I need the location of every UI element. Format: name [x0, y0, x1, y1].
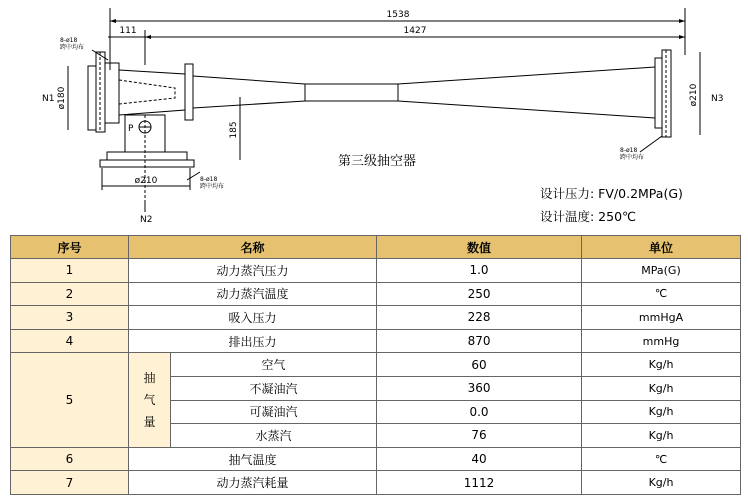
design-pressure: 设计压力: FV/0.2MPa(G) — [540, 186, 683, 201]
row-no: 6 — [11, 447, 129, 471]
row-name: 吸入压力 — [129, 306, 377, 330]
row-unit: mmHg — [582, 329, 741, 353]
dim-height: 185 — [229, 121, 239, 139]
arrow-head — [145, 35, 151, 39]
row-value: 360 — [377, 376, 582, 400]
row-value: 870 — [377, 329, 582, 353]
row-unit: Kg/h — [582, 471, 741, 495]
bolt-note-bottom-2: 跨中均布 — [200, 183, 225, 190]
header-value: 数值 — [377, 236, 582, 259]
row-unit: Kg/h — [582, 424, 741, 448]
row-name: 动力蒸汽温度 — [129, 282, 377, 306]
row-name: 不凝油汽 — [171, 376, 377, 400]
left-flange — [88, 66, 96, 130]
spec-table — [10, 235, 741, 495]
row-name: 可凝油汽 — [171, 400, 377, 424]
dim-overall: 1538 — [386, 10, 410, 20]
port-n3: N3 — [711, 94, 724, 104]
row-unit: Kg/h — [582, 376, 741, 400]
dim-offset: 111 — [119, 26, 137, 36]
table-row — [11, 306, 741, 330]
left-chamber — [105, 63, 119, 123]
header-unit: 单位 — [582, 236, 741, 259]
table-row — [11, 447, 741, 471]
header-name: 名称 — [129, 236, 377, 259]
table-row — [11, 353, 741, 377]
design-temperature: 设计温度: 250℃ — [540, 209, 637, 224]
row-no: 7 — [11, 471, 129, 495]
row-value: 76 — [377, 424, 582, 448]
table-row — [11, 471, 741, 495]
diffuser-top — [193, 76, 305, 84]
row-name: 抽气温度 — [129, 447, 377, 471]
row-value: 0.0 — [377, 400, 582, 424]
right-flange-neck — [655, 58, 662, 128]
table-header-row — [11, 236, 741, 259]
row-no: 5 — [11, 353, 129, 447]
row-value: 250 — [377, 282, 582, 306]
dim-bottom-dia: ø210 — [134, 176, 158, 186]
dim-right-dia: ø210 — [689, 83, 699, 107]
row-no: 3 — [11, 306, 129, 330]
right-flange — [662, 50, 671, 137]
diverging-bottom — [398, 101, 655, 118]
group-label-char: 抽 — [143, 371, 156, 386]
group-label-char: 量 — [143, 415, 156, 430]
arrow-head — [679, 35, 685, 39]
table-row — [11, 259, 741, 283]
header-no: 序号 — [11, 236, 129, 259]
row-name: 动力蒸汽压力 — [129, 259, 377, 283]
table-row — [11, 329, 741, 353]
arrow-head — [110, 19, 116, 23]
group-label — [129, 353, 171, 447]
bolt-note-right-2: 跨中均布 — [620, 154, 645, 161]
row-no: 4 — [11, 329, 129, 353]
port-n2: N2 — [140, 215, 153, 225]
leader-bolt — [640, 136, 662, 152]
diffuser-bottom — [193, 101, 305, 108]
port-n1: N1 — [42, 94, 55, 104]
arrow-head — [679, 19, 685, 23]
row-value: 1.0 — [377, 259, 582, 283]
group-label-char: 气 — [143, 393, 156, 408]
row-name: 动力蒸汽耗量 — [129, 471, 377, 495]
bottom-flange — [107, 152, 187, 160]
row-value: 40 — [377, 447, 582, 471]
nozzle-hidden — [119, 80, 175, 104]
row-unit: ℃ — [582, 282, 741, 306]
dim-left-dia: ø180 — [57, 86, 67, 110]
row-value: 228 — [377, 306, 582, 330]
row-name: 水蒸汽 — [171, 424, 377, 448]
dim-inner: 1427 — [403, 26, 427, 36]
middle-flange — [185, 64, 193, 120]
drawing-caption: 第三级抽空器 — [338, 154, 417, 169]
bolt-note-left-2: 跨中均布 — [60, 44, 85, 51]
row-value: 1112 — [377, 471, 582, 495]
row-unit: Kg/h — [582, 400, 741, 424]
port-p: P — [128, 124, 134, 134]
row-unit: ℃ — [582, 447, 741, 471]
row-name: 排出压力 — [129, 329, 377, 353]
bolt-note-bottom-1: 8-ø18 — [200, 176, 218, 183]
diverging-top — [398, 67, 655, 84]
row-unit: Kg/h — [582, 353, 741, 377]
bottom-flange-plate — [100, 160, 194, 167]
bolt-note-right-1: 8-ø18 — [620, 147, 638, 154]
leader-bolt — [187, 172, 200, 180]
row-unit: MPa(G) — [582, 259, 741, 283]
row-value: 60 — [377, 353, 582, 377]
row-unit: mmHgA — [582, 306, 741, 330]
row-name: 空气 — [171, 353, 377, 377]
table-row — [11, 282, 741, 306]
row-no: 1 — [11, 259, 129, 283]
row-no: 2 — [11, 282, 129, 306]
bolt-note-left-1: 8-ø18 — [60, 37, 78, 44]
